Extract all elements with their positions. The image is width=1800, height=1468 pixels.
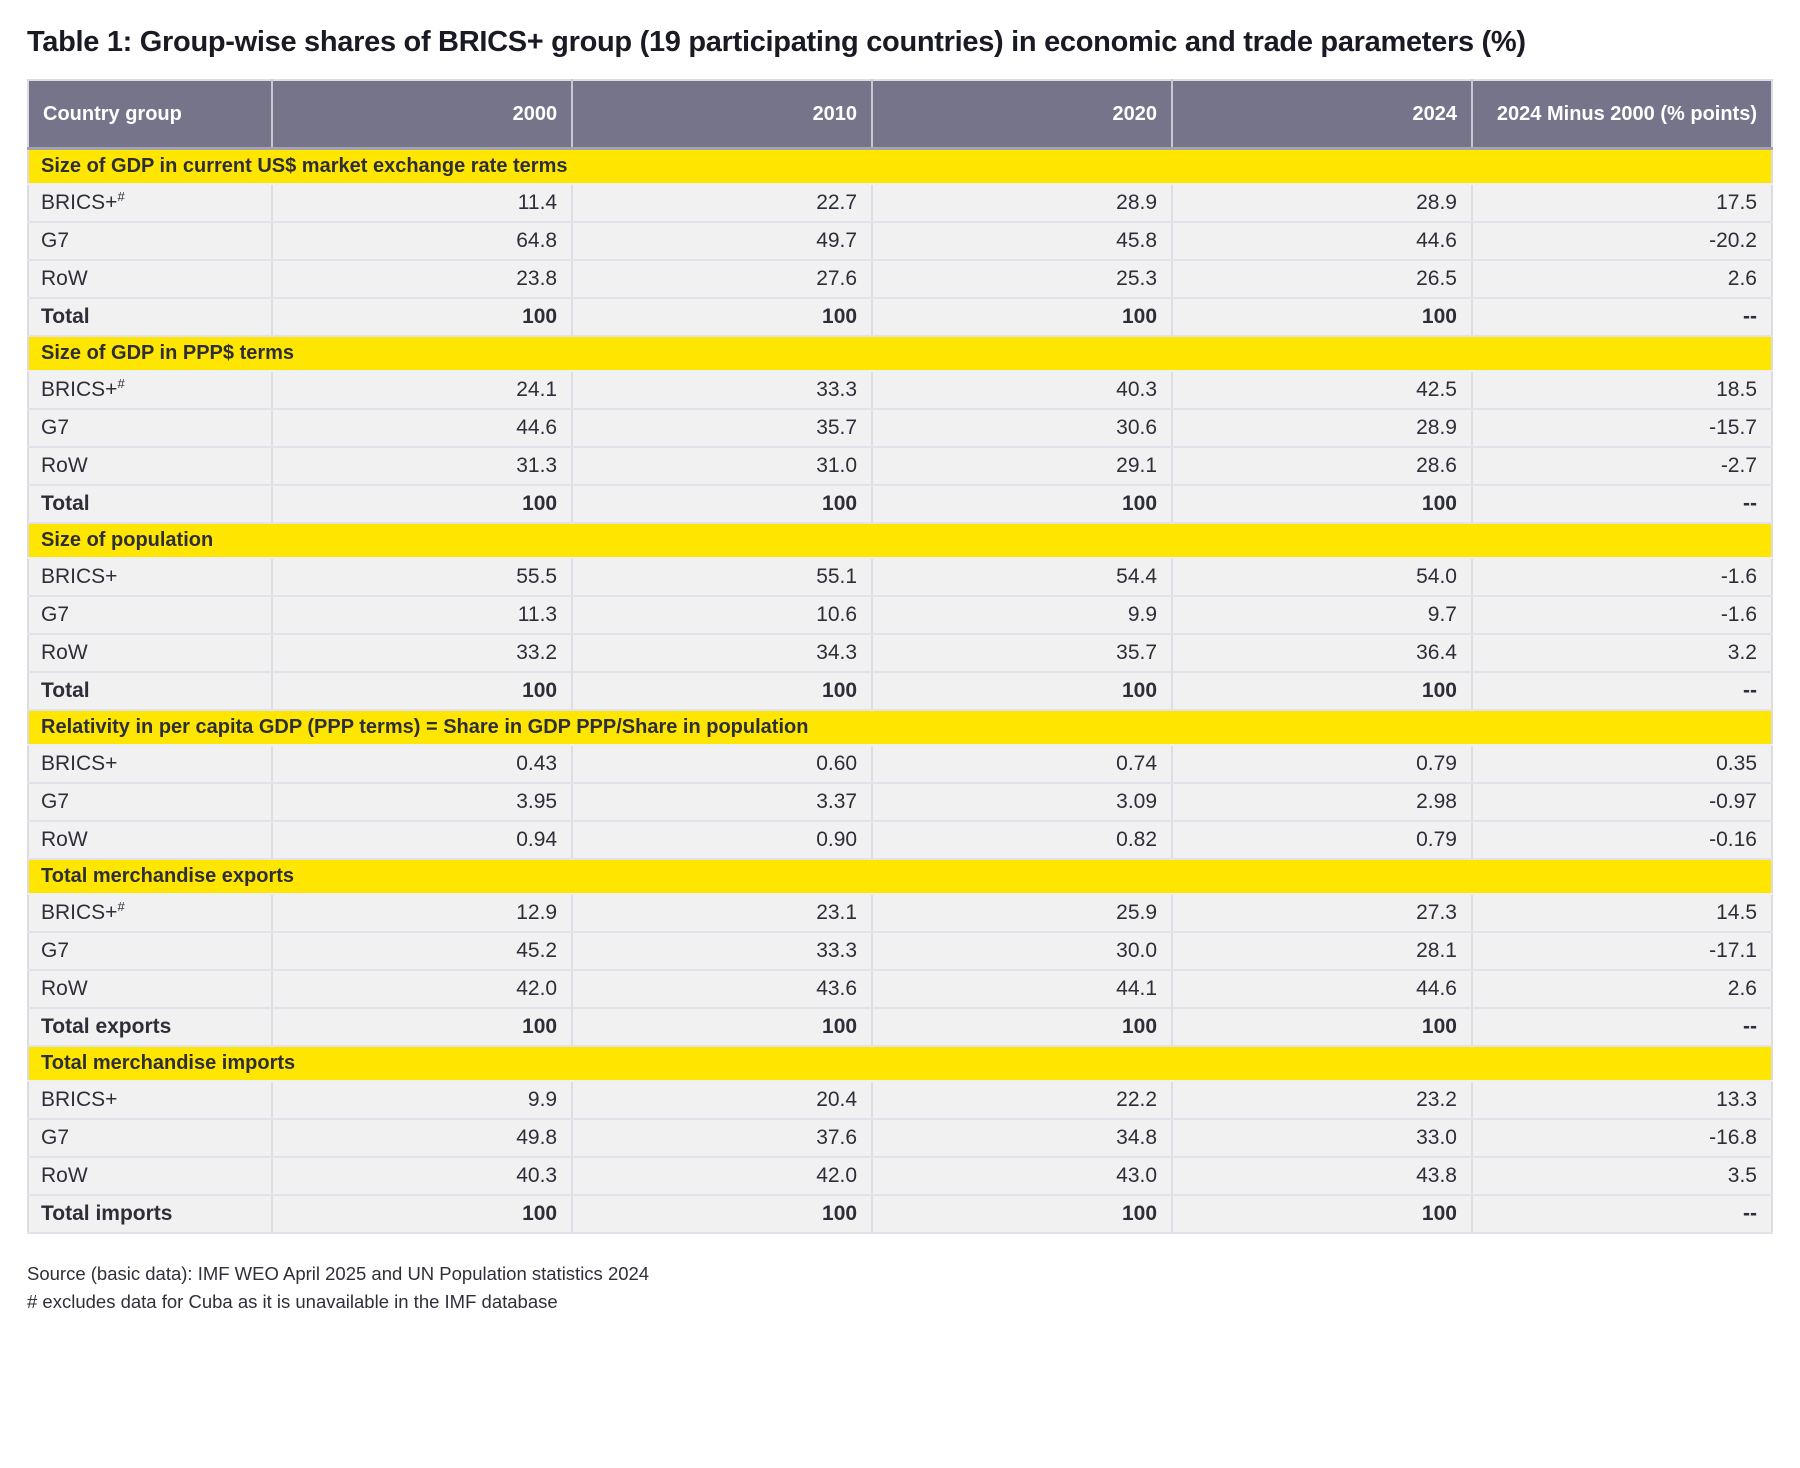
section-header: Size of GDP in PPP$ terms	[28, 336, 1772, 371]
cell-2010: 3.37	[572, 783, 872, 821]
section-header-row	[28, 149, 1772, 185]
col-header-country-group: Country group	[28, 80, 272, 149]
col-header-2020: 2020	[872, 80, 1172, 149]
cell-2020: 35.7	[872, 634, 1172, 672]
table-row	[28, 409, 1772, 447]
cell-2010: 100	[572, 298, 872, 336]
table-body	[28, 149, 1772, 1234]
cell-2024: 42.5	[1172, 371, 1472, 409]
cell-2024: 33.0	[1172, 1119, 1472, 1157]
cell-2024: 9.7	[1172, 596, 1472, 634]
cell-2020: 45.8	[872, 222, 1172, 260]
footnote-marker: #	[117, 376, 125, 391]
section-header: Total merchandise imports	[28, 1046, 1772, 1081]
cell-2000: 11.4	[272, 184, 572, 222]
section-header-row	[28, 859, 1772, 894]
cell-2024: 100	[1172, 1195, 1472, 1233]
table-row	[28, 1157, 1772, 1195]
cell-delta: 17.5	[1472, 184, 1772, 222]
cell-2010: 100	[572, 1195, 872, 1233]
cell-2010: 0.90	[572, 821, 872, 859]
col-header-2024-minus-2000: 2024 Minus 2000 (% points)	[1472, 80, 1772, 149]
row-label: G7	[28, 596, 272, 634]
table-row	[28, 371, 1772, 409]
table-row	[28, 298, 1772, 336]
footnote-marker: #	[117, 899, 125, 914]
cell-2000: 44.6	[272, 409, 572, 447]
cell-delta: -1.6	[1472, 596, 1772, 634]
cell-2024: 28.9	[1172, 184, 1472, 222]
cell-2024: 36.4	[1172, 634, 1472, 672]
cell-2020: 25.3	[872, 260, 1172, 298]
cell-delta: -15.7	[1472, 409, 1772, 447]
row-label: RoW	[28, 821, 272, 859]
cell-delta: -0.97	[1472, 783, 1772, 821]
table-row	[28, 1081, 1772, 1119]
cell-2020: 28.9	[872, 184, 1172, 222]
section-header: Total merchandise exports	[28, 859, 1772, 894]
cell-2000: 45.2	[272, 932, 572, 970]
section-header-row	[28, 523, 1772, 558]
cell-delta: 13.3	[1472, 1081, 1772, 1119]
cell-2024: 0.79	[1172, 745, 1472, 783]
cell-delta: --	[1472, 485, 1772, 523]
cell-2024: 100	[1172, 485, 1472, 523]
cell-2000: 100	[272, 1008, 572, 1046]
cell-2024: 100	[1172, 298, 1472, 336]
cell-2000: 24.1	[272, 371, 572, 409]
brics-shares-table	[27, 79, 1773, 1234]
row-label: RoW	[28, 260, 272, 298]
cell-2010: 100	[572, 672, 872, 710]
cell-2010: 100	[572, 1008, 872, 1046]
cell-2010: 34.3	[572, 634, 872, 672]
cell-delta: 14.5	[1472, 894, 1772, 932]
cell-delta: -17.1	[1472, 932, 1772, 970]
table-row	[28, 558, 1772, 596]
table-row	[28, 745, 1772, 783]
cell-2024: 100	[1172, 1008, 1472, 1046]
cell-delta: --	[1472, 298, 1772, 336]
cell-2000: 100	[272, 672, 572, 710]
row-label: G7	[28, 1119, 272, 1157]
cell-2000: 55.5	[272, 558, 572, 596]
cell-2024: 23.2	[1172, 1081, 1472, 1119]
cell-2020: 30.6	[872, 409, 1172, 447]
table-row	[28, 894, 1772, 932]
row-label: G7	[28, 932, 272, 970]
cell-2024: 54.0	[1172, 558, 1472, 596]
cell-2024: 28.1	[1172, 932, 1472, 970]
cell-delta: -20.2	[1472, 222, 1772, 260]
row-label: RoW	[28, 1157, 272, 1195]
cell-2000: 40.3	[272, 1157, 572, 1195]
row-label: RoW	[28, 447, 272, 485]
cuba-note: # excludes data for Cuba as it is unavailable in the IMF database	[27, 1291, 558, 1313]
cell-2024: 27.3	[1172, 894, 1472, 932]
footnote-marker: #	[117, 189, 125, 204]
cell-2020: 100	[872, 672, 1172, 710]
row-label: RoW	[28, 634, 272, 672]
cell-2020: 100	[872, 298, 1172, 336]
cell-2000: 49.8	[272, 1119, 572, 1157]
cell-delta: 2.6	[1472, 260, 1772, 298]
cell-2020: 34.8	[872, 1119, 1172, 1157]
row-label: BRICS+	[28, 558, 272, 596]
cell-2010: 22.7	[572, 184, 872, 222]
cell-delta: 3.2	[1472, 634, 1772, 672]
row-label: Total exports	[28, 1008, 272, 1046]
cell-delta: --	[1472, 672, 1772, 710]
col-header-2024: 2024	[1172, 80, 1472, 149]
cell-2024: 100	[1172, 672, 1472, 710]
cell-2020: 43.0	[872, 1157, 1172, 1195]
cell-2000: 100	[272, 485, 572, 523]
cell-2024: 44.6	[1172, 222, 1472, 260]
cell-delta: 3.5	[1472, 1157, 1772, 1195]
cell-2010: 20.4	[572, 1081, 872, 1119]
cell-2010: 33.3	[572, 932, 872, 970]
cell-2024: 28.6	[1172, 447, 1472, 485]
cell-2000: 0.43	[272, 745, 572, 783]
cell-2024: 28.9	[1172, 409, 1472, 447]
section-header-row	[28, 336, 1772, 371]
section-header: Relativity in per capita GDP (PPP terms) = Share in GDP PPP/Share in population	[28, 710, 1772, 745]
table-title: Table 1: Group-wise shares of BRICS+ group (19 participating countries) in economic and trade parameters (%)	[27, 26, 1526, 58]
cell-delta: -2.7	[1472, 447, 1772, 485]
row-label: Total imports	[28, 1195, 272, 1233]
cell-2020: 40.3	[872, 371, 1172, 409]
cell-2020: 0.82	[872, 821, 1172, 859]
cell-2000: 11.3	[272, 596, 572, 634]
cell-delta: -0.16	[1472, 821, 1772, 859]
table-row	[28, 222, 1772, 260]
header-row	[28, 80, 1772, 149]
cell-2020: 9.9	[872, 596, 1172, 634]
cell-2010: 27.6	[572, 260, 872, 298]
cell-2000: 12.9	[272, 894, 572, 932]
source-note: Source (basic data): IMF WEO April 2025 and UN Population statistics 2024	[27, 1263, 650, 1284]
cell-2020: 100	[872, 485, 1172, 523]
table-row	[28, 260, 1772, 298]
cell-2020: 54.4	[872, 558, 1172, 596]
cell-2000: 33.2	[272, 634, 572, 672]
cell-delta: -16.8	[1472, 1119, 1772, 1157]
cell-2020: 25.9	[872, 894, 1172, 932]
cell-2000: 9.9	[272, 1081, 572, 1119]
row-label: BRICS+#	[28, 184, 272, 222]
cell-delta: --	[1472, 1195, 1772, 1233]
cell-2020: 29.1	[872, 447, 1172, 485]
row-label: BRICS+#	[28, 371, 272, 409]
cell-2010: 33.3	[572, 371, 872, 409]
cell-2000: 100	[272, 1195, 572, 1233]
row-label: BRICS+	[28, 1081, 272, 1119]
row-label: G7	[28, 222, 272, 260]
cell-delta: --	[1472, 1008, 1772, 1046]
col-header-2000: 2000	[272, 80, 572, 149]
row-label: G7	[28, 783, 272, 821]
cell-2010: 55.1	[572, 558, 872, 596]
cell-2000: 3.95	[272, 783, 572, 821]
cell-2010: 100	[572, 485, 872, 523]
section-header: Size of GDP in current US$ market exchange rate terms	[28, 149, 1772, 185]
table-row	[28, 485, 1772, 523]
section-header-row	[28, 1046, 1772, 1081]
cell-2010: 23.1	[572, 894, 872, 932]
cell-2024: 43.8	[1172, 1157, 1472, 1195]
cell-delta: 18.5	[1472, 371, 1772, 409]
cell-2010: 37.6	[572, 1119, 872, 1157]
table-row	[28, 672, 1772, 710]
row-label: RoW	[28, 970, 272, 1008]
section-header: Size of population	[28, 523, 1772, 558]
table-row	[28, 596, 1772, 634]
row-label: Total	[28, 298, 272, 336]
table-row	[28, 821, 1772, 859]
cell-2020: 44.1	[872, 970, 1172, 1008]
row-label: BRICS+#	[28, 894, 272, 932]
table-row	[28, 1119, 1772, 1157]
row-label: Total	[28, 672, 272, 710]
table-row	[28, 447, 1772, 485]
cell-2010: 35.7	[572, 409, 872, 447]
cell-delta: 0.35	[1472, 745, 1772, 783]
row-label: G7	[28, 409, 272, 447]
cell-2020: 30.0	[872, 932, 1172, 970]
cell-2000: 23.8	[272, 260, 572, 298]
table-row	[28, 932, 1772, 970]
cell-2010: 43.6	[572, 970, 872, 1008]
table-row	[28, 184, 1772, 222]
cell-2000: 0.94	[272, 821, 572, 859]
row-label: Total	[28, 485, 272, 523]
table-row	[28, 1195, 1772, 1233]
table-row	[28, 1008, 1772, 1046]
cell-2010: 0.60	[572, 745, 872, 783]
table-row	[28, 783, 1772, 821]
table-footnotes	[27, 1262, 1773, 1313]
cell-delta: -1.6	[1472, 558, 1772, 596]
cell-2010: 42.0	[572, 1157, 872, 1195]
cell-2024: 2.98	[1172, 783, 1472, 821]
table-row	[28, 634, 1772, 672]
cell-2024: 0.79	[1172, 821, 1472, 859]
cell-2020: 22.2	[872, 1081, 1172, 1119]
cell-2020: 100	[872, 1195, 1172, 1233]
cell-2010: 49.7	[572, 222, 872, 260]
cell-2024: 44.6	[1172, 970, 1472, 1008]
table-row	[28, 970, 1772, 1008]
row-label: BRICS+	[28, 745, 272, 783]
cell-2000: 64.8	[272, 222, 572, 260]
cell-2020: 0.74	[872, 745, 1172, 783]
cell-2020: 3.09	[872, 783, 1172, 821]
cell-delta: 2.6	[1472, 970, 1772, 1008]
col-header-2010: 2010	[572, 80, 872, 149]
cell-2024: 26.5	[1172, 260, 1472, 298]
cell-2020: 100	[872, 1008, 1172, 1046]
cell-2000: 100	[272, 298, 572, 336]
section-header-row	[28, 710, 1772, 745]
cell-2000: 42.0	[272, 970, 572, 1008]
cell-2010: 10.6	[572, 596, 872, 634]
cell-2000: 31.3	[272, 447, 572, 485]
cell-2010: 31.0	[572, 447, 872, 485]
